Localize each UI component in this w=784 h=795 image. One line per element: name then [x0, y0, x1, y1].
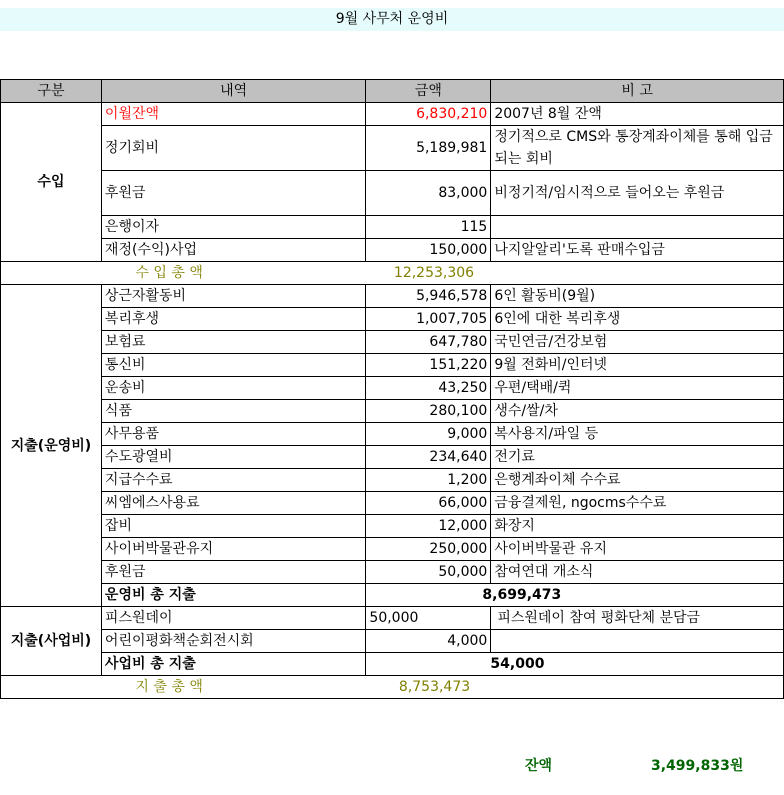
note-cell: 2007년 8월 잔액	[491, 103, 784, 126]
item-cell: 잡비	[101, 515, 365, 538]
project-total-row	[1, 653, 784, 676]
amount-cell: 43,250	[366, 377, 491, 400]
table-row	[1, 216, 784, 239]
category-operating: 지출(운영비)	[1, 285, 102, 607]
note-cell: 국민연금/건강보험	[491, 331, 784, 354]
note-cell: 6인 활동비(9월)	[491, 285, 784, 308]
income-total-label: 수 입 총 액	[101, 262, 365, 285]
table-row	[1, 469, 784, 492]
table-row	[1, 538, 784, 561]
table-row	[1, 331, 784, 354]
amount-cell: 250,000	[366, 538, 491, 561]
operating-total-label: 운영비 총 지출	[101, 584, 365, 607]
project-total-value: 54,000	[366, 653, 784, 676]
operating-total-value: 8,699,473	[366, 584, 784, 607]
note-cell: 나지알알리'도록 판매수입금	[491, 239, 784, 262]
item-cell: 후원금	[101, 171, 365, 216]
item-cell: 이월잔액	[101, 103, 365, 126]
amount-cell: 115	[366, 216, 491, 239]
amount-cell: 234,640	[366, 446, 491, 469]
table-row	[1, 308, 784, 331]
table-row	[1, 285, 784, 308]
amount-cell: 150,000	[366, 239, 491, 262]
item-cell: 은행이자	[101, 216, 365, 239]
note-cell: 9월 전화비/인터넷	[491, 354, 784, 377]
table-row	[1, 492, 784, 515]
note-cell: 화장지	[491, 515, 784, 538]
item-cell: 어린이평화책순회전시회	[101, 630, 365, 653]
header-note: 비 고	[491, 80, 784, 103]
amount-cell: 280,100	[366, 400, 491, 423]
header-category: 구분	[1, 80, 102, 103]
table-row	[1, 423, 784, 446]
amount-cell: 1,200	[366, 469, 491, 492]
balance-value: 3,499,833원	[651, 758, 744, 774]
note-cell: 피스원데이 참여 평화단체 분담금	[491, 607, 784, 630]
note-cell: 정기적으로 CMS와 통장계좌이체를 통해 입금되는 회비	[491, 126, 784, 171]
category-project: 지출(사업비)	[1, 607, 102, 676]
note-cell: 생수/쌀/차	[491, 400, 784, 423]
note-cell: 은행계좌이체 수수료	[491, 469, 784, 492]
amount-cell: 12,000	[366, 515, 491, 538]
table-row	[1, 561, 784, 584]
operating-total-row	[1, 584, 784, 607]
amount-cell: 5,946,578	[366, 285, 491, 308]
amount-cell: 9,000	[366, 423, 491, 446]
sheet-title: 9월 사무처 운영비	[335, 11, 449, 27]
item-cell: 피스원데이	[101, 607, 365, 630]
note-cell: 참여연대 개소식	[491, 561, 784, 584]
amount-cell: 83,000	[366, 171, 491, 216]
note-cell: 우편/택배/퀵	[491, 377, 784, 400]
table-row	[1, 515, 784, 538]
amount-cell: 647,780	[366, 331, 491, 354]
note-cell: 사이버박물관 유지	[491, 538, 784, 561]
header-amount: 금액	[366, 80, 491, 103]
item-cell: 후원금	[101, 561, 365, 584]
amount-cell: 6,830,210	[366, 103, 491, 126]
header-row	[1, 80, 784, 103]
income-total-value: 12,253,306	[366, 262, 491, 285]
table-row	[1, 171, 784, 216]
header-item: 내역	[101, 80, 365, 103]
item-cell: 운송비	[101, 377, 365, 400]
item-cell: 통신비	[101, 354, 365, 377]
item-cell: 지급수수료	[101, 469, 365, 492]
note-cell: 금융결제원, ngocms수수료	[491, 492, 784, 515]
expense-total-label: 지 출 총 액	[101, 676, 365, 699]
table-row	[1, 354, 784, 377]
table-row	[1, 630, 784, 653]
item-cell: 씨엠에스사용료	[101, 492, 365, 515]
amount-cell: 66,000	[366, 492, 491, 515]
balance-label: 잔액	[525, 758, 553, 774]
income-total-row	[1, 262, 784, 285]
amount-cell: 50,000	[366, 561, 491, 584]
project-total-label: 사업비 총 지출	[101, 653, 365, 676]
expense-total-row	[1, 676, 784, 699]
table-row	[1, 400, 784, 423]
item-cell: 보험료	[101, 331, 365, 354]
note-cell: 6인에 대한 복리후생	[491, 308, 784, 331]
item-cell: 사이버박물관유지	[101, 538, 365, 561]
item-cell: 상근자활동비	[101, 285, 365, 308]
table-row	[1, 446, 784, 469]
note-cell: 복사용지/파일 등	[491, 423, 784, 446]
item-cell: 수도광열비	[101, 446, 365, 469]
table-row	[1, 607, 784, 630]
item-cell: 정기회비	[101, 126, 365, 171]
table-row	[1, 377, 784, 400]
title-bar	[0, 8, 784, 31]
amount-cell: 4,000	[366, 630, 491, 653]
table-row	[1, 239, 784, 262]
item-cell: 식품	[101, 400, 365, 423]
amount-cell: 5,189,981	[366, 126, 491, 171]
note-cell: 비정기적/임시적으로 들어오는 후원금	[491, 171, 784, 216]
expense-total-value: 8,753,473	[366, 676, 491, 699]
amount-cell: 1,007,705	[366, 308, 491, 331]
item-cell: 복리후생	[101, 308, 365, 331]
item-cell: 사무용품	[101, 423, 365, 446]
item-cell: 재정(수익)사업	[101, 239, 365, 262]
table-row	[1, 103, 784, 126]
amount-cell: 151,220	[366, 354, 491, 377]
table-row	[1, 126, 784, 171]
category-income: 수입	[1, 103, 102, 262]
note-cell	[491, 630, 784, 653]
amount-cell: 50,000	[366, 607, 491, 630]
note-cell: 전기료	[491, 446, 784, 469]
note-cell	[491, 216, 784, 239]
budget-table	[0, 79, 784, 699]
